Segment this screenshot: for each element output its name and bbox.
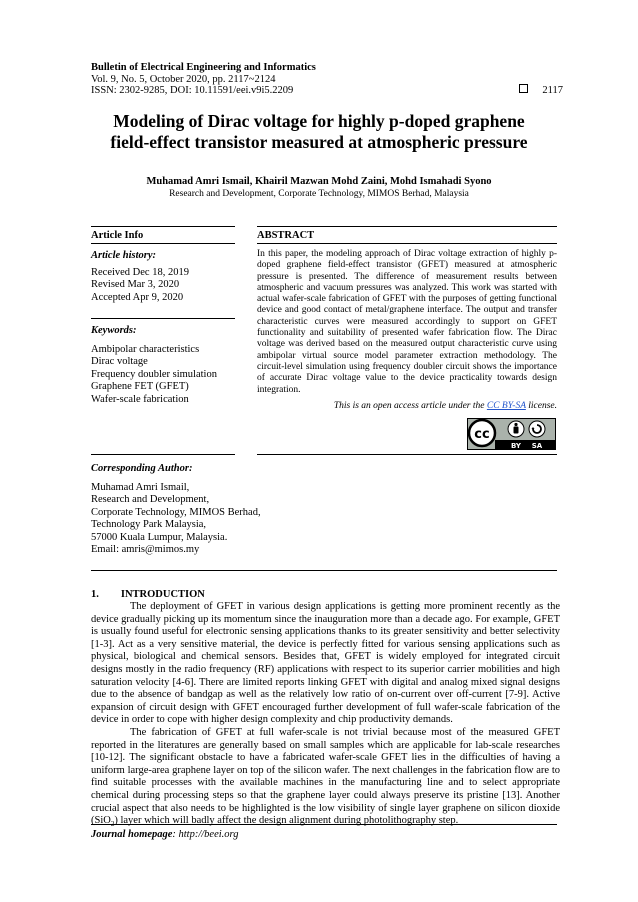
homepage-url[interactable]: : http://beei.org — [172, 829, 239, 840]
abstract-bottom-rule — [257, 454, 557, 455]
cc-mark: cc — [474, 427, 490, 442]
corresponding-author-details — [91, 482, 261, 556]
keyword: Ambipolar characteristics — [91, 344, 200, 355]
abstract-mid-rule — [257, 243, 557, 244]
cc-by-sa-badge[interactable] — [467, 418, 556, 450]
keywords-heading: Keywords: — [91, 325, 137, 336]
section-heading-introduction — [91, 589, 227, 600]
abstract-text: In this paper, the modeling approach of Dirac voltage extraction of highly p-doped graphene field-effect transistor (GFET) measured at atmospheric pressure is presented. The difference of measurement results between atmospheric and vacuum pressures was analyzed. This work was started with actual wafer-scale fabrication of GFET with the purposes of getting functional device and good contact of metal/graphene interface. The output and transfer characteristic curves were measured accordingly to support on GFET functionality and suitability of presented wafer fabrication flow. The Dirac voltage was derived based on the measured output characteristic curve using ambipolar virtual source model parameter extraction methodology. The circuit-level simulation using frequency doubler circuit shows the importance of accurate Dirac voltage value to the device practicality towards design integration. — [257, 249, 557, 395]
cc-by-sa-link[interactable]: CC BY-SA — [486, 401, 526, 411]
page-number: 2117 — [542, 85, 563, 96]
journal-homepage — [91, 829, 239, 840]
front-matter-bottom-rule — [91, 570, 557, 571]
by-label: BY — [510, 442, 522, 450]
paragraph-text: ) layer which will badly affect the design alignment during photolithography step. — [114, 815, 459, 827]
keyword: Wafer-scale fabrication — [91, 393, 189, 405]
keywords-list — [91, 344, 217, 406]
title-line-1: Modeling of Dirac voltage for highly p-doped graphene — [113, 111, 525, 131]
paragraph-text: The fabrication of GFET at full wafer-scale is not trivial because most of the measured GFET reported in the literatures are generally based on small samples which are applicable for lab-scale researches [10-12]. The significant obstacle to have a fabricated wafer-scale GFET lies in the difficulties of having a uniform large-area graphene layer on top of the silicon wafer. The next challenges in the fabrication flow are to find suitable processes with the available machines in the manufacturing line and to select appropriate chemical during processing steps so that the graphene layer could always preserve its pristine [13]. Another crucial aspect that also needs to be highlighted is the low visibility of single layer graphene on silicon dioxide (SiO — [91, 726, 560, 827]
section-number: 1. — [91, 589, 99, 600]
article-history-list — [91, 267, 189, 304]
issn-line: ISSN: 2302-9285, DOI: 10.11591/eei.v9i5.2209 — [91, 85, 294, 96]
page-number-block — [519, 84, 563, 96]
corresponding-author-heading: Corresponding Author: — [91, 463, 193, 474]
affiliation: Research and Development, Corporate Technology, MIMOS Berhad, Malaysia — [169, 189, 469, 199]
received-date: Received Dec 18, 2019 — [91, 267, 189, 278]
author-line: Muhamad Amri Ismail, — [91, 482, 190, 493]
authors: Muhamad Amri Ismail, Khairil Mazwan Mohd Zaini, Mohd Ismahadi Syono — [146, 176, 492, 187]
section-title: INTRODUCTION — [120, 589, 205, 600]
keyword: Graphene FET (GFET) — [91, 381, 189, 393]
journal-header — [91, 62, 316, 97]
author-line: 57000 Kuala Lumpur, Malaysia. — [91, 531, 228, 543]
author-line: Research and Development, — [91, 494, 210, 506]
license-line — [257, 401, 557, 411]
introduction-body — [91, 601, 560, 831]
subscript: 2 — [110, 820, 115, 829]
author-line: Technology Park Malaysia, — [91, 519, 207, 531]
author-email: Email: amris@mimos.my — [91, 544, 200, 556]
keywords-divider-rule — [91, 454, 235, 455]
paper-title — [60, 111, 578, 153]
author-line: Corporate Technology, MIMOS Berhad, — [91, 506, 261, 518]
intro-paragraph-2 — [91, 727, 560, 831]
volume-line: Vol. 9, No. 5, October 2020, pp. 2117~2124 — [91, 73, 276, 85]
journal-name: Bulletin of Electrical Engineering and Informatics — [91, 62, 316, 73]
intro-paragraph-1: The deployment of GFET in various design applications is getting more prominent recently as the device gradually picking up its momentum since the inauguration more than a decade ago. For example, GFET is usually found useful for electronic sensing applications thanks to its greater sensitivity and better selectivity [1-3]. Act as a very sensitive material, the device is perfectly fitted for various sensing applications such as physical, biological and chemical sensors. Besides that, GFET is widely employed for integrated circuit designs mostly in the radio frequency (RF) applications with respect to its superior carrier mobilities and high saturation velocity [4-6]. There are limited reports linking GFET with digital and analog mixed signal designs due to the absence of bandgap as well as the relatively low ratio of on-current over off-current [7-9]. Active expansion of circuit design with GFET encouraged further development of full wafer-scale fabrication of the device in order to cope with higher design complexity and chip productivity demands. — [91, 601, 560, 726]
keyword: Dirac voltage — [91, 356, 148, 368]
article-info-heading: Article Info — [91, 230, 144, 241]
license-prefix: This is an open access article under the — [333, 401, 487, 411]
abstract-heading: ABSTRACT — [257, 230, 315, 241]
revised-date: Revised Mar 3, 2020 — [91, 279, 180, 291]
history-divider-rule — [91, 318, 235, 319]
abstract-top-rule — [257, 226, 557, 227]
cc-by-sa-badge-icon — [467, 418, 556, 450]
square-bullet-icon — [519, 84, 528, 93]
article-info-mid-rule — [91, 243, 235, 244]
article-info-top-rule — [91, 226, 235, 227]
homepage-label: Journal homepage — [91, 829, 173, 840]
license-suffix: license. — [525, 401, 557, 411]
sa-label: SA — [531, 442, 543, 450]
title-line-2: field-effect transistor measured at atmospheric pressure — [110, 132, 528, 152]
accepted-date: Accepted Apr 9, 2020 — [91, 291, 184, 303]
keyword: Frequency doubler simulation — [91, 368, 217, 380]
article-history-heading: Article history: — [91, 250, 157, 261]
